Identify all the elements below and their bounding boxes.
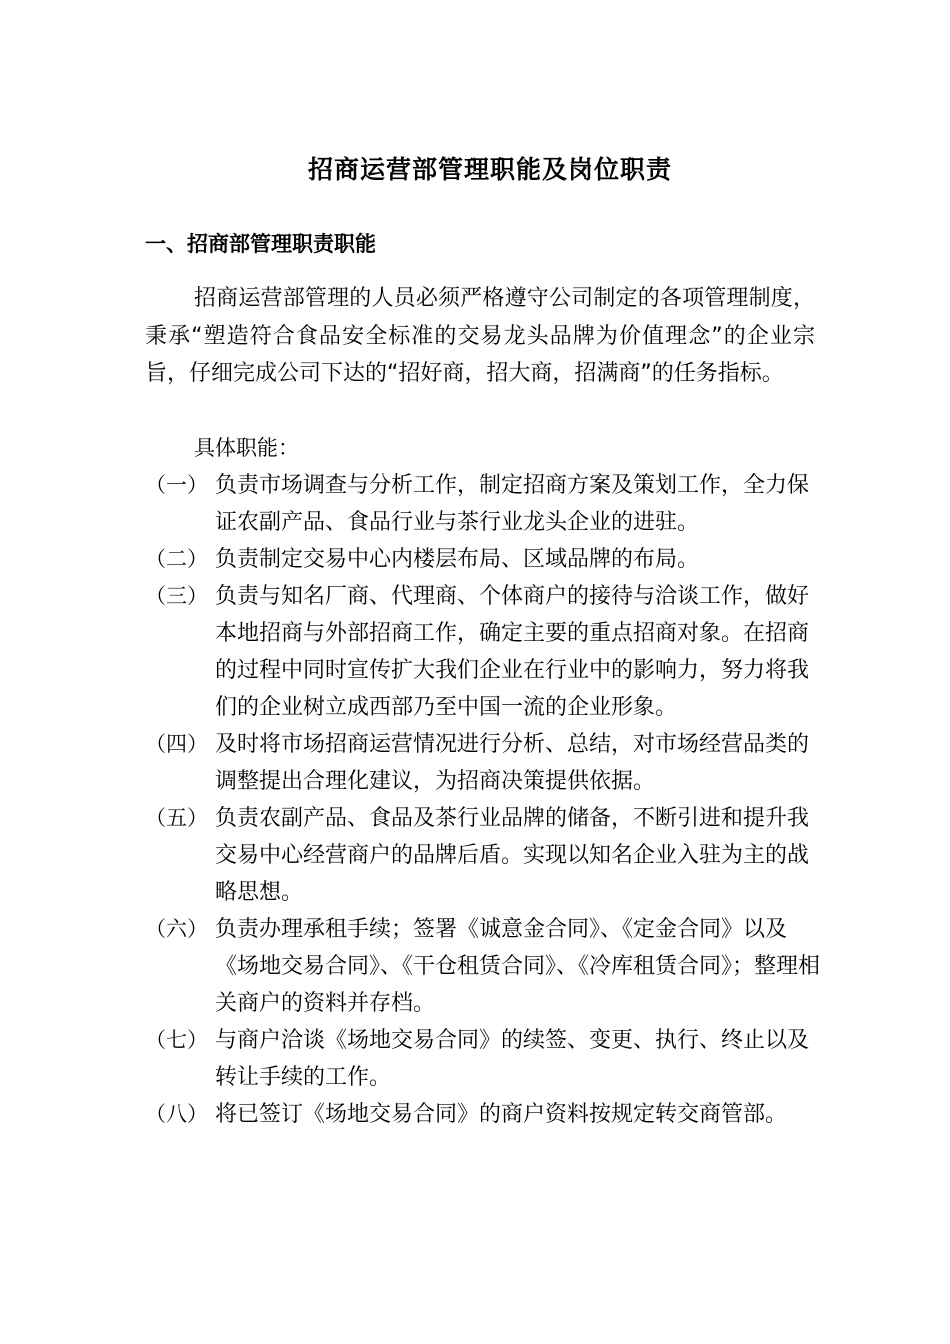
list-item-number: （三） (145, 584, 208, 608)
list-item-text: 负责与知名厂商、代理商、个体商户的接待与洽谈工作，做好本地招商与外部招商工作，确定主要的重点招商对象。在招商的过程中同时宣传扩大我们企业在行业中的影响力，努力将我们的企业树立成西部乃至中国一流的企业形象。 (215, 584, 810, 720)
list-item (145, 800, 820, 911)
list-item (145, 467, 820, 541)
list-item-text: 负责市场调查与分析工作，制定招商方案及策划工作，全力保证农副产品、食品行业与茶行业龙头企业的进驻。 (215, 473, 810, 535)
list-item-text: 负责制定交易中心内楼层布局、区域品牌的布局。 (215, 547, 700, 572)
list-item-number: （六） (145, 917, 208, 941)
list-item (145, 911, 820, 1022)
list-item (145, 1096, 820, 1133)
list-item-text: 负责农副产品、食品及茶行业品牌的储备，不断引进和提升我交易中心经营商户的品牌后盾。实现以知名企业入驻为主的战略思想。 (215, 806, 810, 905)
functions-list (145, 467, 820, 1133)
intro-paragraph: 招商运营部管理的人员必须严格遵守公司制定的各项管理制度，秉承“塑造符合食品安全标准的交易龙头品牌为价值理念”的企业宗旨，仔细完成公司下达的“招好商，招大商，招满商”的任务指标。 (145, 286, 815, 386)
document-title: 招商运营部管理职能及岗位职责 (307, 155, 672, 184)
functions-label: 具体职能： (194, 436, 299, 460)
list-item (145, 541, 820, 578)
list-item (145, 726, 820, 800)
section-heading: 一、招商部管理职责职能 (145, 232, 376, 256)
list-item-text: 负责办理承租手续；签署《诚意金合同》、《定金合同》以及《场地交易合同》、《干仓租赁合同》、《冷库租赁合同》；整理相关商户的资料并存档。 (215, 917, 821, 1016)
list-item-text: 及时将市场招商运营情况进行分析、总结，对市场经营品类的调整提出合理化建议，为招商决策提供依据。 (215, 732, 810, 794)
list-item-text: 与商户洽谈《场地交易合同》的续签、变更、执行、终止以及转让手续的工作。 (215, 1028, 810, 1090)
list-item-number: （五） (145, 806, 208, 830)
list-item-number: （二） (145, 547, 208, 571)
list-item-number: （七） (145, 1028, 208, 1052)
list-item-number: （一） (145, 473, 208, 497)
list-item-number: （四） (145, 732, 208, 756)
list-item-number: （八） (145, 1102, 208, 1126)
list-item (145, 578, 820, 726)
list-item (145, 1022, 820, 1096)
list-item-text: 将已签订《场地交易合同》的商户资料按规定转交商管部。 (215, 1102, 788, 1127)
